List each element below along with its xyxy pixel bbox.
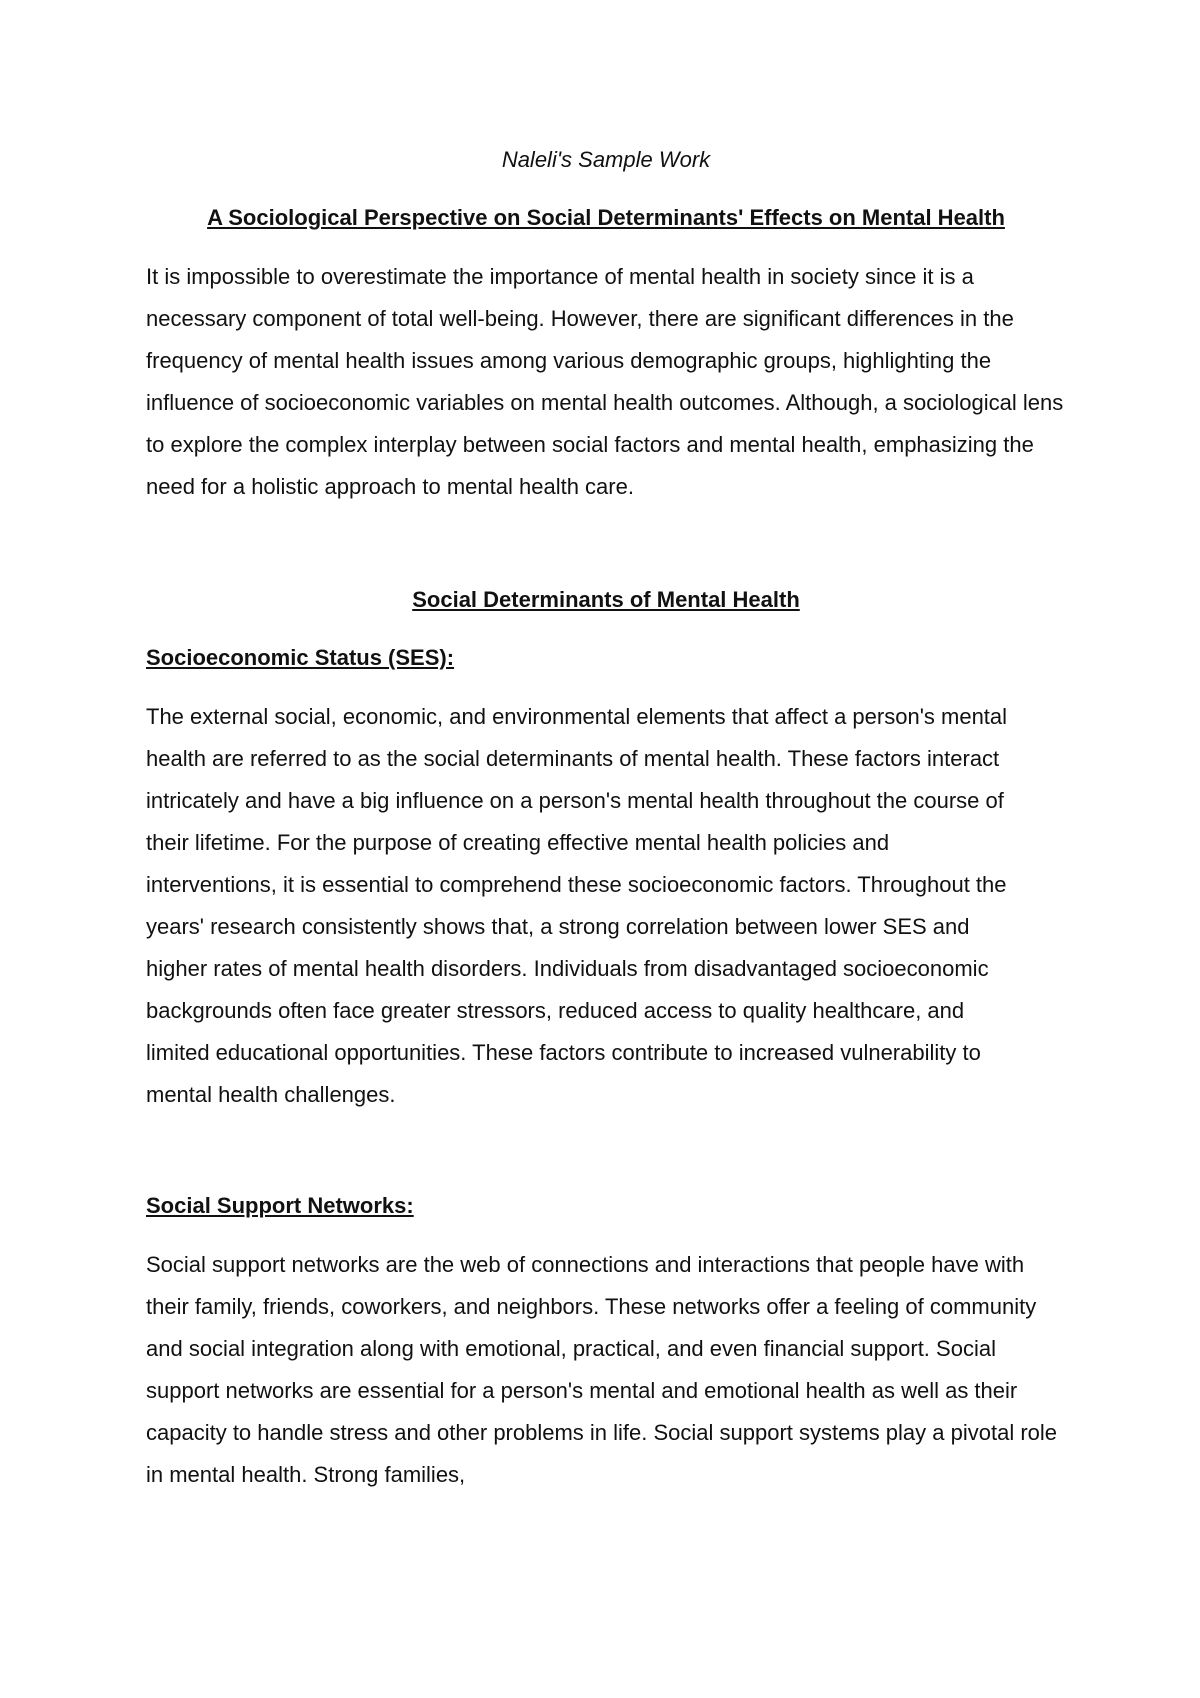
ses-heading: Socioeconomic Status (SES): [146,645,455,670]
main-heading: A Sociological Perspective on Social Determinants' Effects on Mental Health [207,205,1005,230]
section-heading: Social Determinants of Mental Health [412,587,800,612]
social-support-paragraph: Social support networks are the web of connections and interactions that people have with their family, friends, coworkers, and neighbors. These networks offer a feeling of community and social integration along with emotional, practical, and even financial support. Social support networks are essential for a person's mental and emotional health as well as their capacity to handle stress and other problems in life. Social support systems play a pivotal role in mental health. Strong families, [146,1252,1058,1487]
intro-paragraph: It is impossible to overestimate the importance of mental health in society since it is a necessary component of total well-being. However, there are significant differences in the frequency of mental health issues among various demographic groups, highlighting the influence of socioeconomic variables on mental health outcomes. Although, a sociological lens to explore the complex interplay between social factors and mental health, emphasizing the need for a holistic approach to mental health care. [146,264,1064,499]
social-support-heading: Social Support Networks: [146,1193,414,1218]
document-body [146,140,1066,1496]
ses-paragraph: The external social, economic, and environmental elements that affect a person's mental health are referred to as the social determinants of mental health. These factors interact intricately and have a big influence on a person's mental health throughout the course of their lifetime. For the purpose of creating effective mental health policies and interventions, it is essential to comprehend these socioeconomic factors. Throughout the years' research consistently shows that, a strong correlation between lower SES and higher rates of mental health disorders. Individuals from disadvantaged socioeconomic backgrounds often face greater stressors, reduced access to quality healthcare, and limited educational opportunities. These factors contribute to increased vulnerability to mental health challenges. [146,704,1008,1107]
sample-title: Naleli's Sample Work [501,147,711,172]
